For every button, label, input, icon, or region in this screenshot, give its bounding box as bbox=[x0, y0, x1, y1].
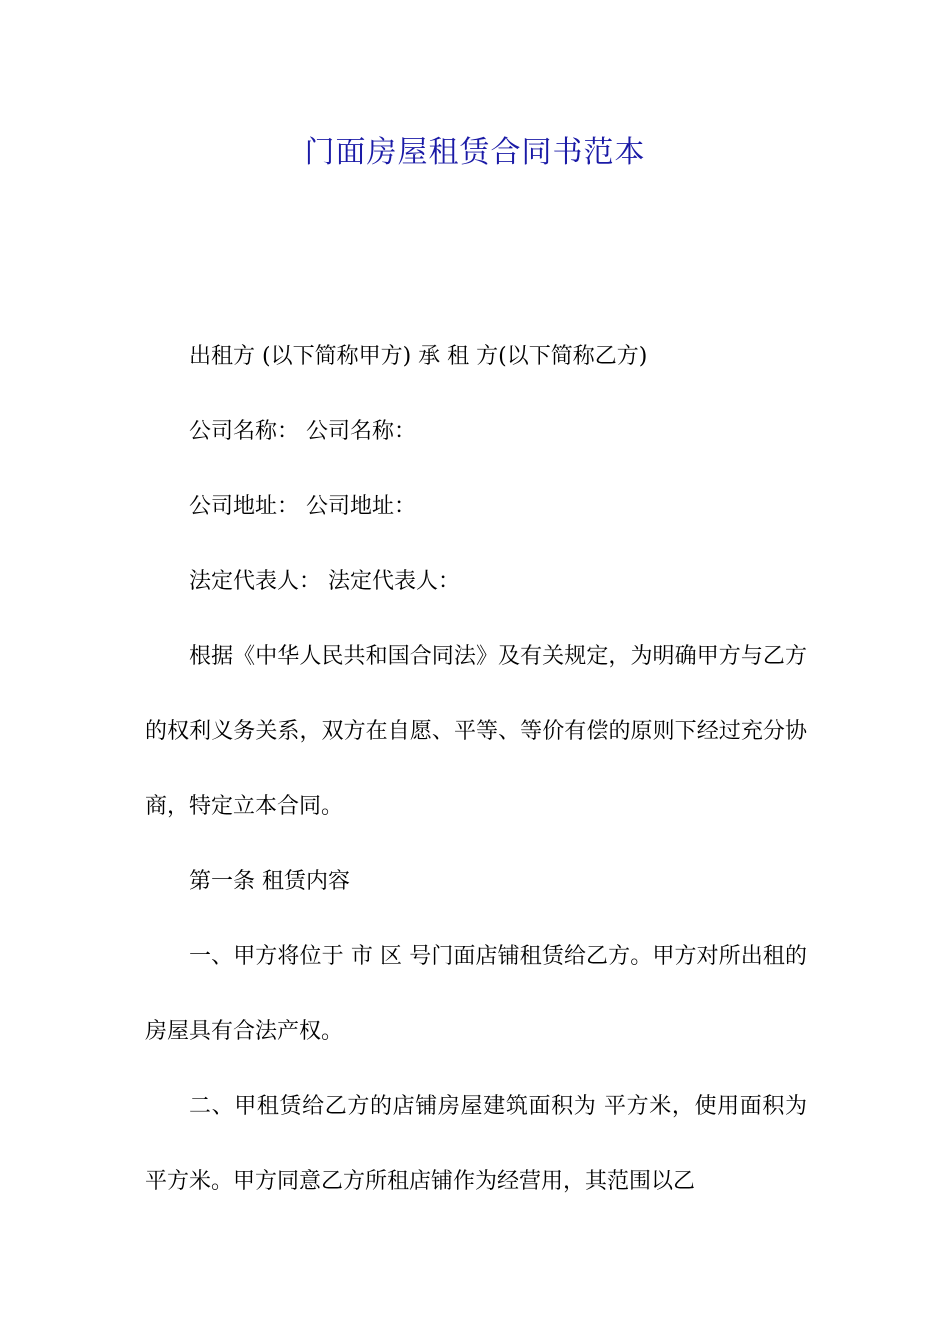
document-title: 门面房屋租赁合同书范本 bbox=[304, 135, 646, 170]
clause-one-paragraph: 一、甲方将位于 市 区 号门面店铺租赁给乙方。甲方对所出租的房屋具有合法产权。 bbox=[145, 944, 807, 1044]
parties-line: 出租方 (以下简称甲方) 承 租 方(以下简称乙方) bbox=[189, 344, 648, 369]
company-name-line: 公司名称： 公司名称： bbox=[189, 419, 416, 444]
clause-two-paragraph: 二、甲租赁给乙方的店铺房屋建筑面积为 平方米，使用面积为 平方米。甲方同意乙方所租店铺作为经营用，其范围以乙 bbox=[145, 1094, 807, 1194]
company-address-line: 公司地址： 公司地址： bbox=[189, 494, 416, 519]
preamble-paragraph: 根据《中华人民共和国合同法》及有关规定，为明确甲方与乙方的权利义务关系，双方在自愿、平等、等价有偿的原则下经过充分协商，特定立本合同。 bbox=[145, 644, 807, 819]
document-body bbox=[145, 338, 807, 1238]
legal-representative-line: 法定代表人： 法定代表人： bbox=[189, 569, 460, 594]
article-one-heading: 第一条 租赁内容 bbox=[189, 869, 350, 894]
